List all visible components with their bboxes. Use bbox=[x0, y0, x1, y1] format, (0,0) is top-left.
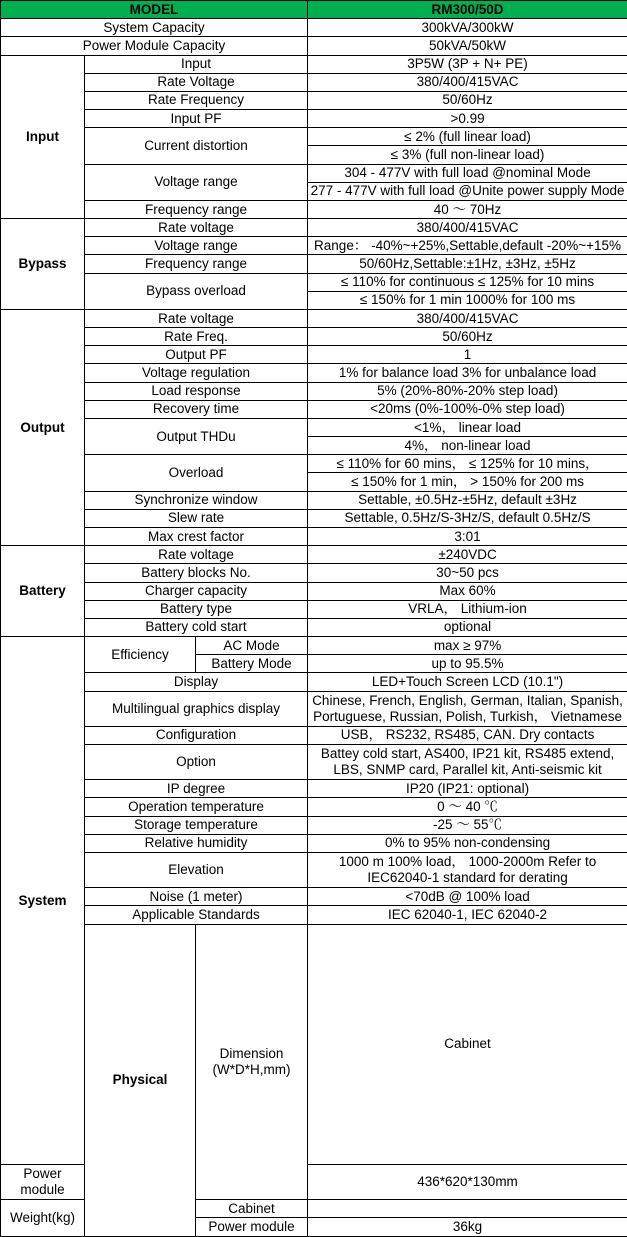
row-label: Frequency range bbox=[85, 255, 308, 273]
table-row bbox=[1, 73, 627, 91]
row-value: up to 95.5% bbox=[308, 655, 627, 673]
row-value: ≤ 150% for 1 min， > 150% for 200 ms bbox=[308, 473, 627, 491]
row-sublabel-battery-mode: Battery Mode bbox=[196, 655, 308, 673]
row-label-system-capacity: System Capacity bbox=[1, 19, 308, 37]
row-value-weight-cabinet bbox=[308, 1200, 627, 1218]
row-value: 3P5W (3P + N+ PE) bbox=[308, 55, 627, 73]
table-row bbox=[1, 200, 627, 218]
row-label: Relative humidity bbox=[85, 834, 308, 852]
row-label: Synchronize window bbox=[85, 491, 308, 509]
section-label-battery: Battery bbox=[1, 546, 85, 637]
row-value: 277 - 477V with full load @Unite power supply Mode bbox=[308, 182, 627, 200]
table-row bbox=[1, 219, 627, 237]
row-label: Overload bbox=[85, 455, 308, 491]
row-value: Chinese, French, English, German, Italian, Spanish, Portuguese, Russian, Polish, Turkish， Vietnamese bbox=[308, 691, 627, 726]
row-label: Elevation bbox=[85, 852, 308, 887]
table-row bbox=[1, 364, 627, 382]
row-label: Rate Freq. bbox=[85, 328, 308, 346]
row-label-dimension bbox=[196, 924, 308, 1200]
row-value: -25 ～ 55℃ bbox=[308, 816, 627, 834]
table-row bbox=[1, 726, 627, 744]
table-row bbox=[1, 798, 627, 816]
section-label-input: Input bbox=[1, 55, 85, 219]
row-value: <1%， linear load bbox=[308, 418, 627, 436]
row-value: 380/400/415VAC bbox=[308, 309, 627, 327]
row-label: Input bbox=[85, 55, 308, 73]
row-value: 1% for balance load 3% for unbalance load bbox=[308, 364, 627, 382]
row-value: 40 ～ 70Hz bbox=[308, 200, 627, 218]
table-row bbox=[1, 852, 627, 887]
row-label: Max crest factor bbox=[85, 527, 308, 545]
header-model-label: MODEL bbox=[1, 1, 308, 19]
row-label: Current distortion bbox=[85, 128, 308, 164]
row-label: Frequency range bbox=[85, 200, 308, 218]
table-row bbox=[1, 618, 627, 636]
row-value: 50/60Hz,Settable:±1Hz, ±3Hz, ±5Hz bbox=[308, 255, 627, 273]
row-label: Option bbox=[85, 744, 308, 779]
row-label: Voltage range bbox=[85, 164, 308, 200]
row-label: Battery cold start bbox=[85, 618, 308, 636]
row-value: IEC 62040-1, IEC 62040-2 bbox=[308, 906, 627, 924]
row-label-power-module-capacity: Power Module Capacity bbox=[1, 37, 308, 55]
section-label-bypass: Bypass bbox=[1, 219, 85, 310]
table-row bbox=[1, 128, 627, 146]
row-label: Rate Voltage bbox=[85, 73, 308, 91]
row-value: >0.99 bbox=[308, 110, 627, 128]
row-label: Rate voltage bbox=[85, 546, 308, 564]
row-label: Noise (1 meter) bbox=[85, 888, 308, 906]
table-row bbox=[1, 527, 627, 545]
row-sublabel-power-module: Power module bbox=[196, 1218, 308, 1237]
row-label: Operation temperature bbox=[85, 798, 308, 816]
table-row bbox=[1, 110, 627, 128]
row-label: Output THDu bbox=[85, 418, 308, 454]
table-row bbox=[1, 273, 627, 291]
row-label: Battery blocks No. bbox=[85, 564, 308, 582]
row-value: 36kg bbox=[308, 1218, 627, 1237]
row-label: IP degree bbox=[85, 780, 308, 798]
row-label: Rate Frequency bbox=[85, 91, 308, 109]
row-label: Configuration bbox=[85, 726, 308, 744]
row-label: Storage temperature bbox=[85, 816, 308, 834]
table-row bbox=[1, 346, 627, 364]
table-row bbox=[1, 400, 627, 418]
row-value: 50/60Hz bbox=[308, 91, 627, 109]
row-sublabel-power-module: Power module bbox=[1, 1165, 85, 1200]
row-sublabel-ac-mode: AC Mode bbox=[196, 637, 308, 655]
section-label-physical: Physical bbox=[85, 924, 196, 1236]
table-row bbox=[1, 19, 627, 37]
table-row bbox=[1, 637, 627, 655]
row-value: 380/400/415VAC bbox=[308, 219, 627, 237]
table-row bbox=[1, 888, 627, 906]
row-value: LED+Touch Screen LCD (10.1") bbox=[308, 673, 627, 691]
row-value: Settable, 0.5Hz/S-3Hz/S, default 0.5Hz/S bbox=[308, 509, 627, 527]
row-value: optional bbox=[308, 618, 627, 636]
row-value: 304 - 477V with full load @nominal Mode bbox=[308, 164, 627, 182]
table-row bbox=[1, 237, 627, 255]
table-row bbox=[1, 164, 627, 182]
table-row bbox=[1, 91, 627, 109]
row-label: Bypass overload bbox=[85, 273, 308, 309]
row-value: 436*620*130mm bbox=[308, 1165, 627, 1200]
row-value-system-capacity: 300kVA/300kW bbox=[308, 19, 627, 37]
row-label-weight: Weight(kg) bbox=[1, 1200, 85, 1237]
row-value: 30~50 pcs bbox=[308, 564, 627, 582]
row-value: 4%， non-linear load bbox=[308, 437, 627, 455]
row-value: 0% to 95% non-condensing bbox=[308, 834, 627, 852]
table-row bbox=[1, 509, 627, 527]
section-label-output: Output bbox=[1, 309, 85, 545]
table-row bbox=[1, 382, 627, 400]
row-value: Battey cold start, AS400, IP21 kit, RS485 extend, LBS, SNMP card, Parallel kit, Anti-seismic kit bbox=[308, 744, 627, 779]
table-row bbox=[1, 418, 627, 436]
table-row bbox=[1, 564, 627, 582]
table-row bbox=[1, 691, 627, 726]
table-row bbox=[1, 924, 627, 1165]
row-value: VRLA， Lithium-ion bbox=[308, 600, 627, 618]
row-label: Output PF bbox=[85, 346, 308, 364]
row-label: Recovery time bbox=[85, 400, 308, 418]
row-value: IP20 (IP21: optional) bbox=[308, 780, 627, 798]
row-label: Voltage range bbox=[85, 237, 308, 255]
table-row bbox=[1, 600, 627, 618]
table-row-header bbox=[1, 1, 627, 19]
row-value: 1000 m 100% load， 1000-2000m Refer to IEC62040-1 standard for derating bbox=[308, 852, 627, 887]
table-row bbox=[1, 55, 627, 73]
row-label: Charger capacity bbox=[85, 582, 308, 600]
table-row bbox=[1, 491, 627, 509]
table-row bbox=[1, 816, 627, 834]
dimension-line-2: (W*D*H,mm) bbox=[212, 1061, 291, 1077]
table-row bbox=[1, 37, 627, 55]
table-row bbox=[1, 309, 627, 327]
row-value: Settable, ±0.5Hz-±5Hz, default ±3Hz bbox=[308, 491, 627, 509]
row-value: 50/60Hz bbox=[308, 328, 627, 346]
row-value: USB， RS232, RS485, CAN. Dry contacts bbox=[308, 726, 627, 744]
table-row bbox=[1, 906, 627, 924]
table-row bbox=[1, 328, 627, 346]
row-label: Rate voltage bbox=[85, 219, 308, 237]
table-row bbox=[1, 582, 627, 600]
row-value: 3:01 bbox=[308, 527, 627, 545]
table-row bbox=[1, 780, 627, 798]
row-value: ≤ 2% (full linear load) bbox=[308, 128, 627, 146]
section-label-system: System bbox=[1, 637, 85, 1165]
row-value: <20ms (0%-100%-0% step load) bbox=[308, 400, 627, 418]
row-value: ±240VDC bbox=[308, 546, 627, 564]
row-label: Load response bbox=[85, 382, 308, 400]
row-value: Max 60% bbox=[308, 582, 627, 600]
row-label: Slew rate bbox=[85, 509, 308, 527]
row-value: 380/400/415VAC bbox=[308, 73, 627, 91]
row-label: Battery type bbox=[85, 600, 308, 618]
row-value: <70dB @ 100% load bbox=[308, 888, 627, 906]
row-label: Display bbox=[85, 673, 308, 691]
table-row bbox=[1, 744, 627, 779]
table-row bbox=[1, 455, 627, 473]
row-value: 1 bbox=[308, 346, 627, 364]
row-value: 5% (20%-80%-20% step load) bbox=[308, 382, 627, 400]
table-row bbox=[1, 546, 627, 564]
row-label-efficiency: Efficiency bbox=[85, 637, 196, 673]
row-value-power-module-capacity: 50kVA/50kW bbox=[308, 37, 627, 55]
row-label: Rate voltage bbox=[85, 309, 308, 327]
row-value: ≤ 110% for continuous ≤ 125% for 10 mins bbox=[308, 273, 627, 291]
row-label: Voltage regulation bbox=[85, 364, 308, 382]
row-sublabel-cabinet: Cabinet bbox=[196, 1200, 308, 1218]
table-row bbox=[1, 834, 627, 852]
table-row bbox=[1, 673, 627, 691]
row-label: Input PF bbox=[85, 110, 308, 128]
row-label: Multilingual graphics display bbox=[85, 691, 308, 726]
row-value: ≤ 110% for 60 mins， ≤ 125% for 10 mins， bbox=[308, 455, 627, 473]
row-value: 0 ～ 40 ℃ bbox=[308, 798, 627, 816]
table-row bbox=[1, 255, 627, 273]
row-value: max ≥ 97% bbox=[308, 637, 627, 655]
row-label: Applicable Standards bbox=[85, 906, 308, 924]
dimension-line-1: Dimension bbox=[219, 1046, 284, 1061]
header-model-value: RM300/50D bbox=[308, 1, 627, 19]
row-value: ≤ 3% (full non-linear load) bbox=[308, 146, 627, 164]
row-sublabel-cabinet: Cabinet bbox=[308, 924, 627, 1165]
row-value: ≤ 150% for 1 min 1000% for 100 ms bbox=[308, 291, 627, 309]
row-value: Range： -40%~+25%,Settable,default -20%~+15% bbox=[308, 237, 627, 255]
